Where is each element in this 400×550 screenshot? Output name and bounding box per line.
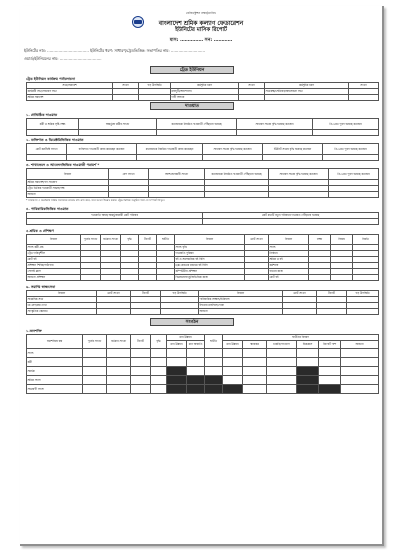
- value-cell[interactable]: [243, 385, 267, 394]
- subheader-cell: স্থানান্তর: [243, 341, 267, 349]
- shaded-cell: [187, 376, 205, 385]
- value-cell[interactable]: [319, 349, 341, 358]
- row-label: সভাকক্ষ/সেমিনার/আলোচনা সভা: [265, 89, 349, 95]
- header-cell: বিবরণ: [27, 169, 109, 180]
- value-cell[interactable]: [313, 130, 379, 136]
- value-cell[interactable]: [151, 385, 167, 394]
- header-cell: সভা/সমাবেশ: [27, 83, 113, 89]
- shaded-cell: [205, 385, 223, 394]
- section-title-health-service: ৬. সমাপ্তি স্বাস্থ্যসেবা: [26, 285, 56, 289]
- subheader-cell: মান উন্নয়ন: [167, 341, 187, 349]
- header-cell: বিরতি: [353, 235, 379, 245]
- header-cell: দাওয়াতি আছে অন্তর্ভুক্তকারী মোট পরিবার: [27, 213, 203, 219]
- value-cell[interactable]: [83, 349, 107, 358]
- value-cell[interactable]: [27, 155, 67, 161]
- section-title-group-dawat: ৩. শাখাভেদে ও আবেদনভিত্তিক দাওয়াতী পরামর্শ *: [26, 163, 100, 167]
- value-cell[interactable]: [341, 376, 379, 385]
- value-cell[interactable]: [223, 367, 243, 376]
- value-cell[interactable]: [347, 309, 379, 315]
- value-cell[interactable]: [269, 192, 329, 198]
- row-label: বই ও সমসাময়িক বই বিলি: [175, 257, 245, 263]
- value-cell[interactable]: [245, 275, 269, 281]
- value-cell[interactable]: [223, 358, 243, 367]
- value-cell[interactable]: [243, 376, 267, 385]
- value-cell[interactable]: [151, 376, 167, 385]
- header-cell: বিবরণ: [199, 291, 283, 297]
- value-cell[interactable]: [67, 155, 137, 161]
- section-title-institutional-dawat: ১. প্রাপ্তিষ্ঠিক দাওয়াত: [26, 113, 58, 117]
- value-cell[interactable]: [131, 309, 161, 315]
- row-label: শ্রমিক ও বই: [269, 257, 309, 263]
- shaded-cell: [205, 376, 223, 385]
- value-cell[interactable]: [319, 376, 341, 385]
- value-cell[interactable]: [113, 95, 139, 101]
- shaded-cell: [297, 367, 319, 376]
- value-cell[interactable]: [27, 130, 79, 136]
- section-title-family-dawat: ৪. পারিবারিকভিত্তিক দাওয়াত: [26, 207, 69, 211]
- row-label: ইফতার মাহফিল/দোয়া: [199, 303, 283, 309]
- header-cell: মোট সংখ্যা: [283, 291, 317, 297]
- value-cell[interactable]: [83, 376, 107, 385]
- row-label: কার্যকরী সভা/সাধারণ সভা: [27, 89, 113, 95]
- row-label: মোট বই: [27, 257, 81, 263]
- row-label: অন্যান্য প্রশিক্ষণ: [27, 275, 81, 281]
- row-label: সদস্য বৃত্তি: [175, 245, 245, 251]
- header-cell: কতজনকে নিয়মিত দাওয়াতী পৌঁছানো হয়েছে: [205, 169, 269, 180]
- header-cell: টার্গেট: [131, 335, 151, 349]
- value-cell[interactable]: [243, 349, 267, 358]
- header-cell: বিজয়: [331, 235, 353, 245]
- header-cell: বিবরণ: [175, 235, 245, 245]
- header-cell: সাধারণ সভায় বৃদ্ধি হয়েছে কতজন: [269, 169, 329, 180]
- shaded-cell: [297, 385, 319, 394]
- header-cell: কর্মসূচির ধরণ: [265, 83, 349, 89]
- header-cell: বর্তমান সংখ্যা: [107, 335, 131, 349]
- value-cell[interactable]: [157, 275, 175, 281]
- workers-training-table: [26, 234, 379, 281]
- value-cell[interactable]: [323, 155, 379, 161]
- section-title-union-activities: ট্রেড ইউনিয়ন কার্যক্রম পর্যালোচনা: [26, 77, 75, 81]
- header-cell: ঘাটতি: [205, 335, 223, 349]
- band-trade-union: ট্রেড ইউনিয়ন: [150, 66, 234, 74]
- header-cell: সংখ্যা: [349, 83, 379, 89]
- subheader-cell: রিপোর্ট পাশ: [319, 341, 341, 349]
- report-page: [20, 6, 384, 546]
- value-cell[interactable]: [331, 275, 353, 281]
- header-cell: টার্গেট: [139, 235, 157, 245]
- header-cell: অংশগ্রহণকারী সংখ্যা: [149, 169, 205, 180]
- value-cell[interactable]: [297, 358, 319, 367]
- header-cell: পূর্বের সংখ্যা: [83, 335, 107, 349]
- value-cell[interactable]: [157, 130, 237, 136]
- row-label: শ্রমিক সমাবেশ: [27, 95, 113, 101]
- value-cell[interactable]: [267, 349, 297, 358]
- header-cell: গড় উপস্থিতি: [161, 291, 199, 297]
- value-cell[interactable]: [319, 367, 341, 376]
- value-cell[interactable]: [205, 192, 269, 198]
- value-cell[interactable]: [107, 367, 131, 376]
- row-label: সাপ্তাহিক সভা: [27, 297, 97, 303]
- header-cell: ডি-গ্রেড পূরণ হয়েছে কতজন: [329, 169, 379, 180]
- row-label: প্রশিক্ষণ শিবির/পাঠাগার: [27, 263, 81, 269]
- header-cell: বিবরণ: [27, 291, 97, 297]
- group-dawat-table: [26, 168, 379, 198]
- value-cell[interactable]: [107, 385, 131, 394]
- header-cell: বর্তমান সংখ্যা: [101, 235, 121, 245]
- header-cell: মোট কতটি নতুন পরিবারে দাওয়াত পৌঁছানো হয়েছে: [203, 213, 379, 219]
- row-label: সহযোগী সদস্য: [27, 385, 83, 394]
- header-cell: সাধারণ সভায় বৃদ্ধি হয়েছে কতজন: [237, 119, 313, 130]
- header-cell: সংখ্যা: [113, 83, 139, 89]
- value-cell[interactable]: [137, 155, 203, 161]
- value-cell[interactable]: [97, 309, 131, 315]
- header-cell: কর্মী ও শ্রমিক সৃষ্টি লক্ষ্য: [27, 119, 79, 130]
- header-cell: বৃদ্ধি: [151, 335, 167, 349]
- value-cell[interactable]: [283, 309, 317, 315]
- value-cell[interactable]: [139, 275, 157, 281]
- header-cell: পূর্বের সংখ্যা: [81, 235, 101, 245]
- row-label: কর্মশালা: [269, 263, 309, 269]
- registration-label: রেজিস্ট্রেশন নম্বর/তারিখ: [186, 11, 216, 15]
- value-cell[interactable]: [349, 95, 379, 101]
- value-cell[interactable]: [167, 358, 187, 367]
- value-cell[interactable]: [243, 367, 267, 376]
- value-cell[interactable]: [187, 358, 205, 367]
- shaded-cell: [297, 376, 319, 385]
- value-cell[interactable]: [223, 349, 243, 358]
- subheader-cell: ইন্তেকাল: [297, 341, 319, 349]
- value-cell[interactable]: [151, 349, 167, 358]
- header-cell: ডি-গ্রেড পূরণ হয়েছে কতজন: [323, 144, 379, 155]
- value-cell[interactable]: [203, 219, 379, 225]
- value-cell[interactable]: [131, 358, 151, 367]
- value-cell[interactable]: [203, 155, 263, 161]
- shaded-cell: [167, 385, 187, 394]
- value-cell[interactable]: [341, 358, 379, 367]
- manpower-table: [26, 334, 379, 394]
- subheader-cell: অন্যান্য: [341, 341, 379, 349]
- subheader-cell: চাকরি/পদত্যাগ: [267, 341, 297, 349]
- value-cell[interactable]: [139, 95, 171, 101]
- header-cell: কতজনকে নিয়মিত দাওয়াতী কাজ করেছেন: [137, 144, 203, 155]
- section-title-manpower: ১.জনশক্তি: [26, 329, 42, 333]
- value-cell[interactable]: [329, 192, 379, 198]
- row-label: সদস্য কর্মী গ্রন্থ: [27, 245, 81, 251]
- value-cell[interactable]: [265, 95, 349, 101]
- row-label: সদস্য: [27, 349, 83, 358]
- row-label: সেলাই ক্লাস: [27, 269, 81, 275]
- value-cell[interactable]: [223, 376, 243, 385]
- value-cell[interactable]: [149, 192, 205, 198]
- band-dawat: দাওয়াত: [150, 102, 234, 110]
- header-cell: বিবরণ: [269, 235, 309, 245]
- value-cell[interactable]: [131, 385, 151, 394]
- header-cell: ব্যক্তিগত দাওয়াতী কাজ করেছেন কতজন: [67, 144, 137, 155]
- row-label: ট্রেড ভিত্তিক দাওয়াতী সপ্তাহ/পক্ষ: [27, 186, 109, 192]
- header-cell: টার্গেট: [317, 291, 347, 297]
- row-label: দাওয়াতি পুস্তিকা: [175, 251, 245, 257]
- value-cell[interactable]: [131, 367, 151, 376]
- value-cell[interactable]: [267, 385, 297, 394]
- row-label: শ্রমিক সমাবেশ/গণ সংযোগ: [27, 180, 109, 186]
- row-label: কম্পিউটার প্রশিক্ষণ: [175, 269, 245, 275]
- row-label: অন্যান্য: [199, 309, 283, 315]
- value-cell[interactable]: [161, 309, 199, 315]
- health-service-table: [26, 290, 379, 315]
- value-cell[interactable]: [151, 358, 167, 367]
- row-label: কর্মী: [27, 358, 83, 367]
- group-dawat-footnote: * সাধারণত ৫ জনভিত্তি সক্রিয় সদস্যদের মাধ্যমে যদি গ্রুপ করে, তবে সংখ্যা উল্লেখ করুন। ট্রেড ভিত্তিক অনুষ্ঠিত হলে সে সম্পর্কে লিখুন।: [26, 199, 165, 202]
- row-label: হাতের কাজ: [269, 269, 309, 275]
- value-cell[interactable]: [83, 385, 107, 394]
- value-cell[interactable]: [187, 349, 205, 358]
- row-label: মজদুরী/আন্দোলন: [171, 89, 239, 95]
- header-cell: বৃদ্ধি: [121, 235, 139, 245]
- value-cell[interactable]: [341, 349, 379, 358]
- shaded-cell: [187, 385, 205, 394]
- family-dawat-table: [26, 212, 379, 225]
- shaded-cell: [223, 385, 243, 394]
- value-cell[interactable]: [297, 349, 319, 358]
- header-cell: গড় উপস্থিতি: [139, 83, 171, 89]
- row-label: সাংস্কৃতিক স্কোয়াড: [27, 309, 97, 315]
- month-line: মাস: …………… সন: …………: [169, 38, 233, 43]
- subheader-cell: মান উন্নয়ন: [223, 341, 243, 349]
- row-label: ট্রেড দায়িত্বশীল: [27, 251, 81, 257]
- value-cell[interactable]: [101, 275, 121, 281]
- header-cell: গ্রুপ সংখ্যা: [109, 169, 149, 180]
- institutional-dawat-table: [26, 118, 379, 136]
- shaded-cell: [167, 367, 187, 376]
- header-cell: মোট সংখ্যা: [245, 235, 269, 245]
- value-cell[interactable]: [237, 130, 313, 136]
- value-cell[interactable]: [27, 219, 203, 225]
- value-cell[interactable]: [267, 358, 297, 367]
- value-cell[interactable]: [131, 376, 151, 385]
- header-cell: ঘাটতির বিবরণ: [223, 335, 379, 341]
- value-cell[interactable]: [263, 155, 323, 161]
- value-cell[interactable]: [205, 367, 223, 376]
- header-cell: কর্মসূচির ধরণ: [171, 83, 239, 89]
- section-title-personal-dawat: ২. ব্যক্তিগত ও ডিরেক্টরিভিত্তিক দাওয়াত: [26, 138, 84, 142]
- row-label: QR কোডের মাধ্যমে বই বিলি: [175, 263, 245, 269]
- ward-info-line: ওয়ার্ড/ইউনিয়নের নাম: ……………………………: [24, 56, 102, 61]
- header-cell: জনশক্তির স্তর: [27, 335, 83, 349]
- row-label: অন্যান্য: [27, 192, 109, 198]
- header-cell: ঘাটতি: [157, 235, 175, 245]
- value-cell[interactable]: [107, 349, 131, 358]
- value-cell[interactable]: [167, 349, 187, 358]
- value-cell[interactable]: [131, 349, 151, 358]
- report-title: ইউনিটের মাসিক রিপোর্ট: [175, 27, 227, 33]
- row-label: বিক্রয়যোগ্য/চুক্তিভিত্তিক কাজ: [175, 275, 245, 281]
- value-cell[interactable]: [341, 385, 379, 394]
- band-sangathan: সংগঠন: [150, 318, 234, 326]
- value-cell[interactable]: [109, 192, 149, 198]
- value-cell[interactable]: [107, 376, 131, 385]
- value-cell[interactable]: [267, 367, 297, 376]
- header-cell: কতজনকে নিয়মিত দাওয়াতী পৌঁছানো হয়েছে: [157, 119, 237, 130]
- row-label: ডা:গ্রুপ/রুম দেখা: [27, 303, 97, 309]
- row-label: পারিবারিক সাক্ষাৎ/চিকিৎসা: [199, 297, 283, 303]
- row-label: মোট বই: [269, 275, 309, 281]
- value-cell[interactable]: [83, 358, 107, 367]
- personal-dawat-table: [26, 143, 379, 161]
- header-cell: মান উন্নয়ন: [167, 335, 205, 341]
- value-cell[interactable]: [151, 367, 167, 376]
- row-label: শ্রমিক সদস্য: [27, 376, 83, 385]
- value-cell[interactable]: [319, 358, 341, 367]
- header-cell: টার্গেট: [131, 291, 161, 297]
- value-cell[interactable]: [121, 275, 139, 281]
- header-cell: গড় উপস্থিতি: [347, 291, 379, 297]
- header-cell: অন্তর্ভুক্ত কর্মীর সংখ্যা: [79, 119, 157, 130]
- unit-info-line: ইউনিটের নাম: …………………………… ইউনিটের ধরণ: সাধারণ/ট্রেডভিত্তিক: সভাপতির নাম: ………………………: [24, 48, 206, 53]
- value-cell[interactable]: [309, 275, 331, 281]
- federation-title: বাংলাদেশ শ্রমিক কল্যাণ ফেডারেশন: [158, 20, 244, 27]
- value-cell[interactable]: [341, 367, 379, 376]
- header-cell: মোট কনট্যাক্ট সংখ্যা: [27, 144, 67, 155]
- value-cell[interactable]: [317, 309, 347, 315]
- header-cell: ডি-গ্রেড পূরণ হয়েছে কতজন: [313, 119, 379, 130]
- section-title-workers-training: ৫.শ্রমিক ও প্রশিক্ষণ: [26, 229, 54, 233]
- header-cell: ইউনিট সভায় বৃদ্ধি হয়েছে কতজন: [263, 144, 323, 155]
- header-cell: মোট সংখ্যা: [97, 291, 131, 297]
- row-label: নির্বাচন: [269, 251, 309, 257]
- subheader-cell: মান অবনতি: [187, 341, 205, 349]
- shaded-cell: [319, 385, 341, 394]
- value-cell[interactable]: [79, 130, 157, 136]
- row-label: সদস্য: [269, 245, 309, 251]
- value-cell[interactable]: [353, 275, 379, 281]
- header-cell: সাধারণ সভায় বৃদ্ধি হয়েছে কতজন: [203, 144, 263, 155]
- value-cell[interactable]: [81, 275, 101, 281]
- value-cell[interactable]: [205, 358, 223, 367]
- value-cell[interactable]: [187, 367, 205, 376]
- header-cell: সংখ্যা: [239, 83, 265, 89]
- union-activities-table: [26, 82, 379, 101]
- value-cell[interactable]: [83, 367, 107, 376]
- value-cell[interactable]: [107, 358, 131, 367]
- value-cell[interactable]: [267, 376, 297, 385]
- value-cell[interactable]: [205, 349, 223, 358]
- header-cell: বিবরণ: [27, 235, 81, 245]
- row-label: সমর্থক: [27, 367, 83, 376]
- row-label: দাবী আদায়: [171, 95, 239, 101]
- header-cell: লক্ষ্য: [309, 235, 331, 245]
- value-cell[interactable]: [243, 358, 267, 367]
- value-cell[interactable]: [239, 95, 265, 101]
- shaded-cell: [167, 376, 187, 385]
